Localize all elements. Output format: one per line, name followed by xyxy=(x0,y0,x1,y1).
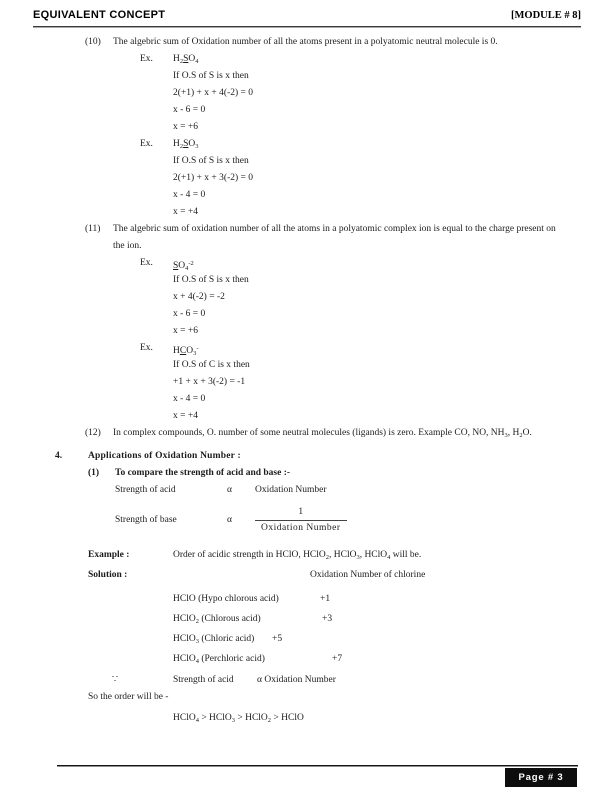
fraction xyxy=(255,506,347,535)
section-number: 4. xyxy=(55,451,63,461)
example-header xyxy=(0,255,612,272)
document-header xyxy=(33,8,581,22)
page-number-badge: Page # 3 xyxy=(505,768,577,787)
example-label: Ex. xyxy=(140,54,153,64)
because-label: Strength of acid xyxy=(173,675,234,685)
chemical-formula-h2so3: $H_2SO_3$ xyxy=(173,139,199,150)
spacer xyxy=(173,567,310,584)
chemical-formula-so4: $SO_4^{-2}$ xyxy=(173,260,194,273)
equation-line: 2(+1) + x + 4(-2) = 0 xyxy=(173,88,253,98)
example-heading: Example : xyxy=(88,550,130,560)
equation-result: x = +6 xyxy=(173,326,198,336)
list-item-12 xyxy=(0,425,612,442)
item-text: In complex compounds, O. number of some neutral molecules (ligands) is zero. Example CO, NO, $NH_3$, $H_2O$. xyxy=(113,428,532,439)
item-number: (11) xyxy=(85,224,101,234)
relation-label: Strength of acid xyxy=(115,485,176,495)
acid-name: HClO$_2$ (Chlorous acid) xyxy=(173,614,261,625)
list-item-11 xyxy=(0,221,612,238)
oxidation-value: +3 xyxy=(322,614,333,624)
document-body xyxy=(0,34,612,727)
order-line: HClO$_4$ > HClO$_3$ > HClO$_2$ > HClO xyxy=(173,713,304,724)
os-statement: If O.S of S is x then xyxy=(173,156,249,166)
base-strength-relation xyxy=(0,503,612,537)
example-header xyxy=(0,51,612,68)
equation-line: +1 + x + 3(-2) = -1 xyxy=(173,377,246,387)
example-label: Ex. xyxy=(140,258,153,268)
acid-table-row xyxy=(0,649,612,669)
equation-result: x = +4 xyxy=(173,411,198,421)
acid-name: HClO (Hypo chlorous acid) xyxy=(173,594,279,604)
oxidation-value: +5 xyxy=(272,634,283,644)
item-text: The algebric sum of oxidation number of all the atoms in a polyatomic complex ion is equal to the charge present on xyxy=(113,224,556,234)
document-title: EQUIVALENT CONCEPT xyxy=(33,9,166,21)
oxidation-value: +1 xyxy=(320,594,331,604)
oxidation-value: +7 xyxy=(332,654,343,664)
solution-row xyxy=(0,567,612,584)
column-header: Oxidation Number of chlorine xyxy=(310,570,426,580)
header-rule xyxy=(33,26,581,28)
equation-line: x - 4 = 0 xyxy=(173,190,206,200)
module-label: [MODULE # 8] xyxy=(511,10,581,21)
item-text-continued: the ion. xyxy=(113,241,142,251)
equation-line: x - 6 = 0 xyxy=(173,309,206,319)
fraction-numerator: 1 xyxy=(255,506,347,521)
proportional-symbol: α xyxy=(227,514,232,525)
equation-line: x - 6 = 0 xyxy=(173,105,206,115)
subsection-heading xyxy=(0,465,612,482)
fraction-denominator: Oxidation Number xyxy=(261,522,341,533)
acid-table-row xyxy=(0,629,612,649)
equation-line: x - 4 = 0 xyxy=(173,394,206,404)
equation-result: x = +6 xyxy=(173,122,198,132)
example-row xyxy=(0,547,612,564)
example-label: Ex. xyxy=(140,343,153,353)
item-number: (10) xyxy=(85,37,101,47)
os-statement: If O.S of S is x then xyxy=(173,275,249,285)
because-symbol: ∵ xyxy=(112,675,119,685)
relation-value: Oxidation Number xyxy=(255,485,327,495)
equation-line: x + 4(-2) = -2 xyxy=(173,292,225,302)
because-row xyxy=(0,672,612,689)
equation-line: 2(+1) + x + 3(-2) = 0 xyxy=(173,173,253,183)
list-item-10 xyxy=(0,34,612,51)
solution-heading: Solution : xyxy=(88,570,128,580)
item-number: (12) xyxy=(85,428,101,438)
acid-table-row xyxy=(0,589,612,609)
acid-table-row xyxy=(0,609,612,629)
example-header xyxy=(0,340,612,357)
subsection-title: To compare the strength of acid and base :- xyxy=(115,468,291,478)
os-statement: If O.S of S is x then xyxy=(173,71,249,81)
example-header xyxy=(0,136,612,153)
section-heading xyxy=(0,448,612,465)
os-statement: If O.S of C is x then xyxy=(173,360,250,370)
example-label: Ex. xyxy=(140,139,153,149)
order-intro: So the order will be - xyxy=(88,692,169,702)
proportional-symbol: α xyxy=(227,485,232,495)
subsection-number: (1) xyxy=(88,468,100,478)
footer-rule xyxy=(57,765,578,767)
section-title: Applications of Oxidation Number : xyxy=(88,451,241,461)
equation-result: x = +4 xyxy=(173,207,198,217)
relation-label: Strength of base xyxy=(115,514,177,525)
chemical-formula-hco3: $HCO_3^-$ xyxy=(173,345,199,358)
because-relation: α Oxidation Number xyxy=(257,675,336,685)
item-text: The algebric sum of Oxidation number of all the atoms present in a polyatomic neutral molecule is 0. xyxy=(113,37,498,47)
acid-strength-relation xyxy=(0,482,612,499)
example-text: Order of acidic strength in HClO, HClO$_2$, HClO$_3$, HClO$_4$ will be. xyxy=(173,550,422,561)
chemical-formula-h2so4: $H_2SO_4$ xyxy=(173,54,199,65)
acid-name: HClO$_4$ (Perchloric acid) xyxy=(173,654,265,665)
acid-name: HClO$_3$ (Chloric acid) xyxy=(173,634,255,645)
